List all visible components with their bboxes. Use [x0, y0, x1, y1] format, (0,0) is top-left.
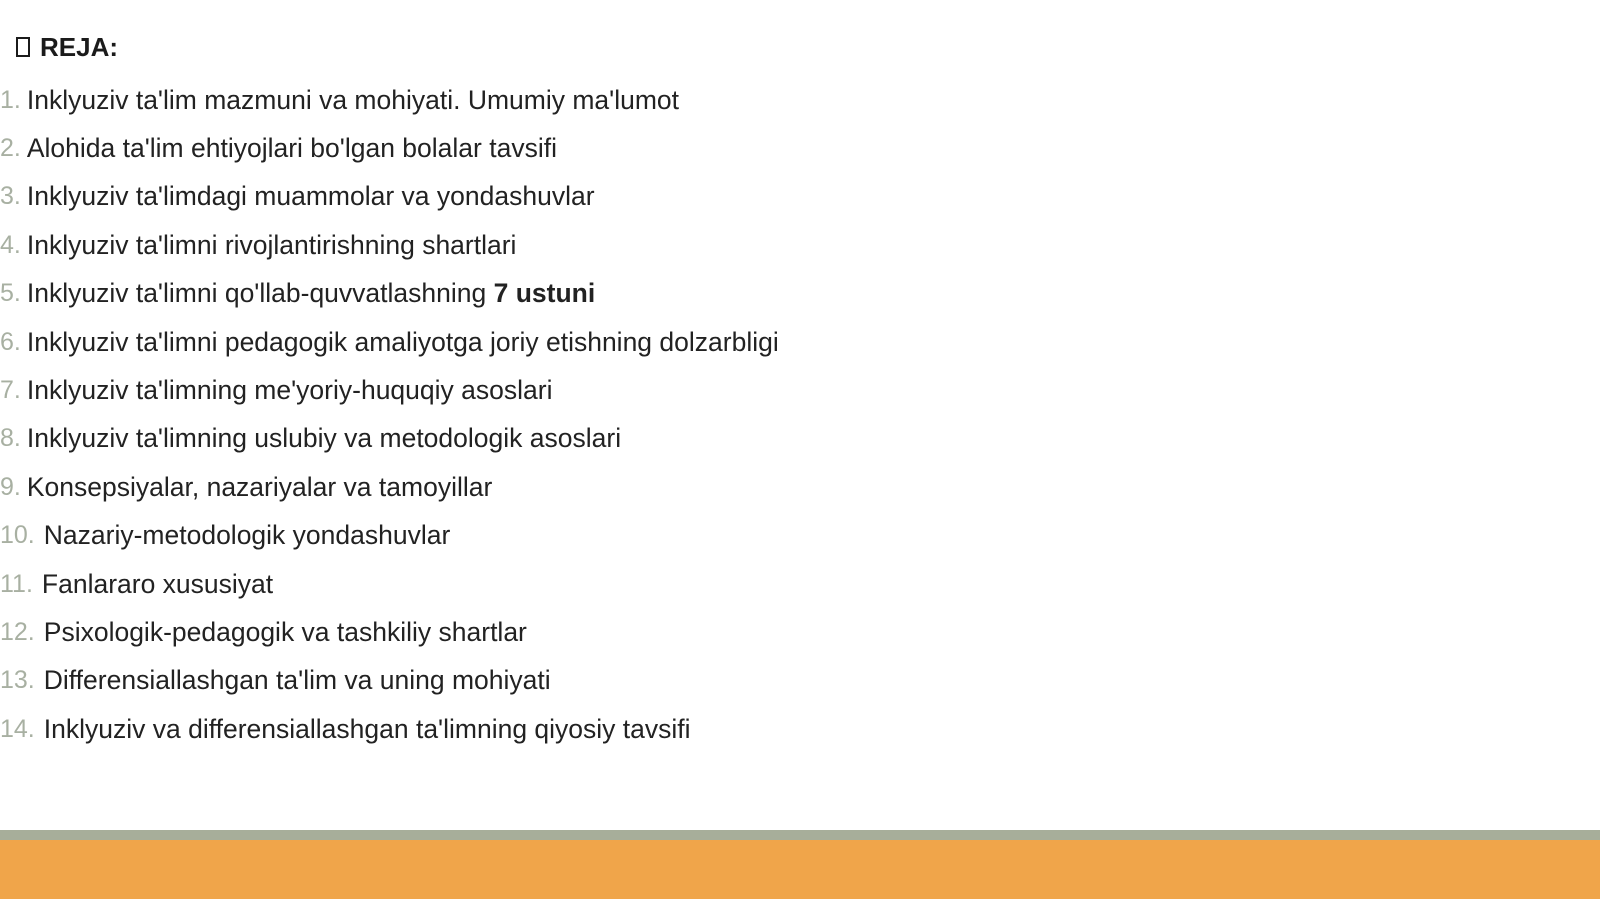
agenda-list [0, 76, 779, 753]
list-item [0, 173, 779, 221]
item-text: Inklyuziv ta'limni qo'llab-quvvatlashning [26, 278, 494, 309]
item-text-bold: 7 ustuni [493, 278, 596, 309]
list-item [0, 463, 779, 511]
item-number: 9. [0, 472, 21, 501]
list-item [0, 76, 779, 124]
item-number: 3. [0, 182, 21, 211]
item-text: Alohida ta'lim ehtiyojlari bo'lgan bolalar tavsifi [26, 133, 557, 164]
item-number: 6. [0, 327, 21, 356]
list-item [0, 608, 779, 656]
item-text: Konsepsiyalar, nazariyalar va tamoyillar [26, 471, 493, 502]
item-text: Inklyuziv ta'limni rivojlantirishning shartlari [26, 229, 517, 260]
item-text: Differensiallashgan ta'lim va uning mohiyati [43, 665, 551, 696]
slide-heading [14, 30, 118, 64]
list-item [0, 705, 779, 753]
list-item [0, 318, 779, 366]
list-item [0, 415, 779, 463]
item-text: Inklyuziv va differensiallashgan ta'limning qiyosiy tavsifi [43, 713, 691, 744]
item-text: Nazariy-metodologik yondashuvlar [43, 520, 451, 551]
item-number: 8. [0, 424, 21, 453]
item-text: Inklyuziv ta'lim mazmuni va mohiyati. Umumiy ma'lumot [26, 84, 680, 115]
item-text: Fanlararo xususiyat [41, 568, 274, 599]
item-number: 5. [0, 279, 21, 308]
item-number: 10. [0, 521, 35, 550]
item-number: 7. [0, 376, 21, 405]
item-text: Inklyuziv ta'limning me'yoriy-huquqiy asoslari [26, 375, 553, 406]
list-item [0, 560, 779, 608]
item-text: Inklyuziv ta'limdagi muammolar va yondashuvlar [26, 181, 595, 212]
item-text: Psixologik-pedagogik va tashkiliy shartlar [43, 616, 527, 647]
item-number: 14. [0, 714, 35, 743]
footer-band [0, 840, 1600, 899]
item-number: 4. [0, 230, 21, 259]
list-item [0, 657, 779, 705]
item-number: 1. [0, 85, 21, 114]
heading-text: REJA: [40, 31, 119, 62]
list-item [0, 221, 779, 269]
list-item [0, 366, 779, 414]
list-item [0, 270, 779, 318]
item-number: 11. [0, 569, 33, 598]
list-item [0, 512, 779, 560]
square-bullet-icon [16, 37, 30, 57]
item-number: 2. [0, 134, 21, 163]
item-text: Inklyuziv ta'limni pedagogik amaliyotga joriy etishning dolzarbligi [26, 326, 779, 357]
item-number: 13. [0, 666, 35, 695]
footer-accent-stripe [0, 830, 1600, 840]
item-text: Inklyuziv ta'limning uslubiy va metodologik asoslari [26, 423, 622, 454]
item-number: 12. [0, 617, 35, 646]
list-item [0, 124, 779, 172]
